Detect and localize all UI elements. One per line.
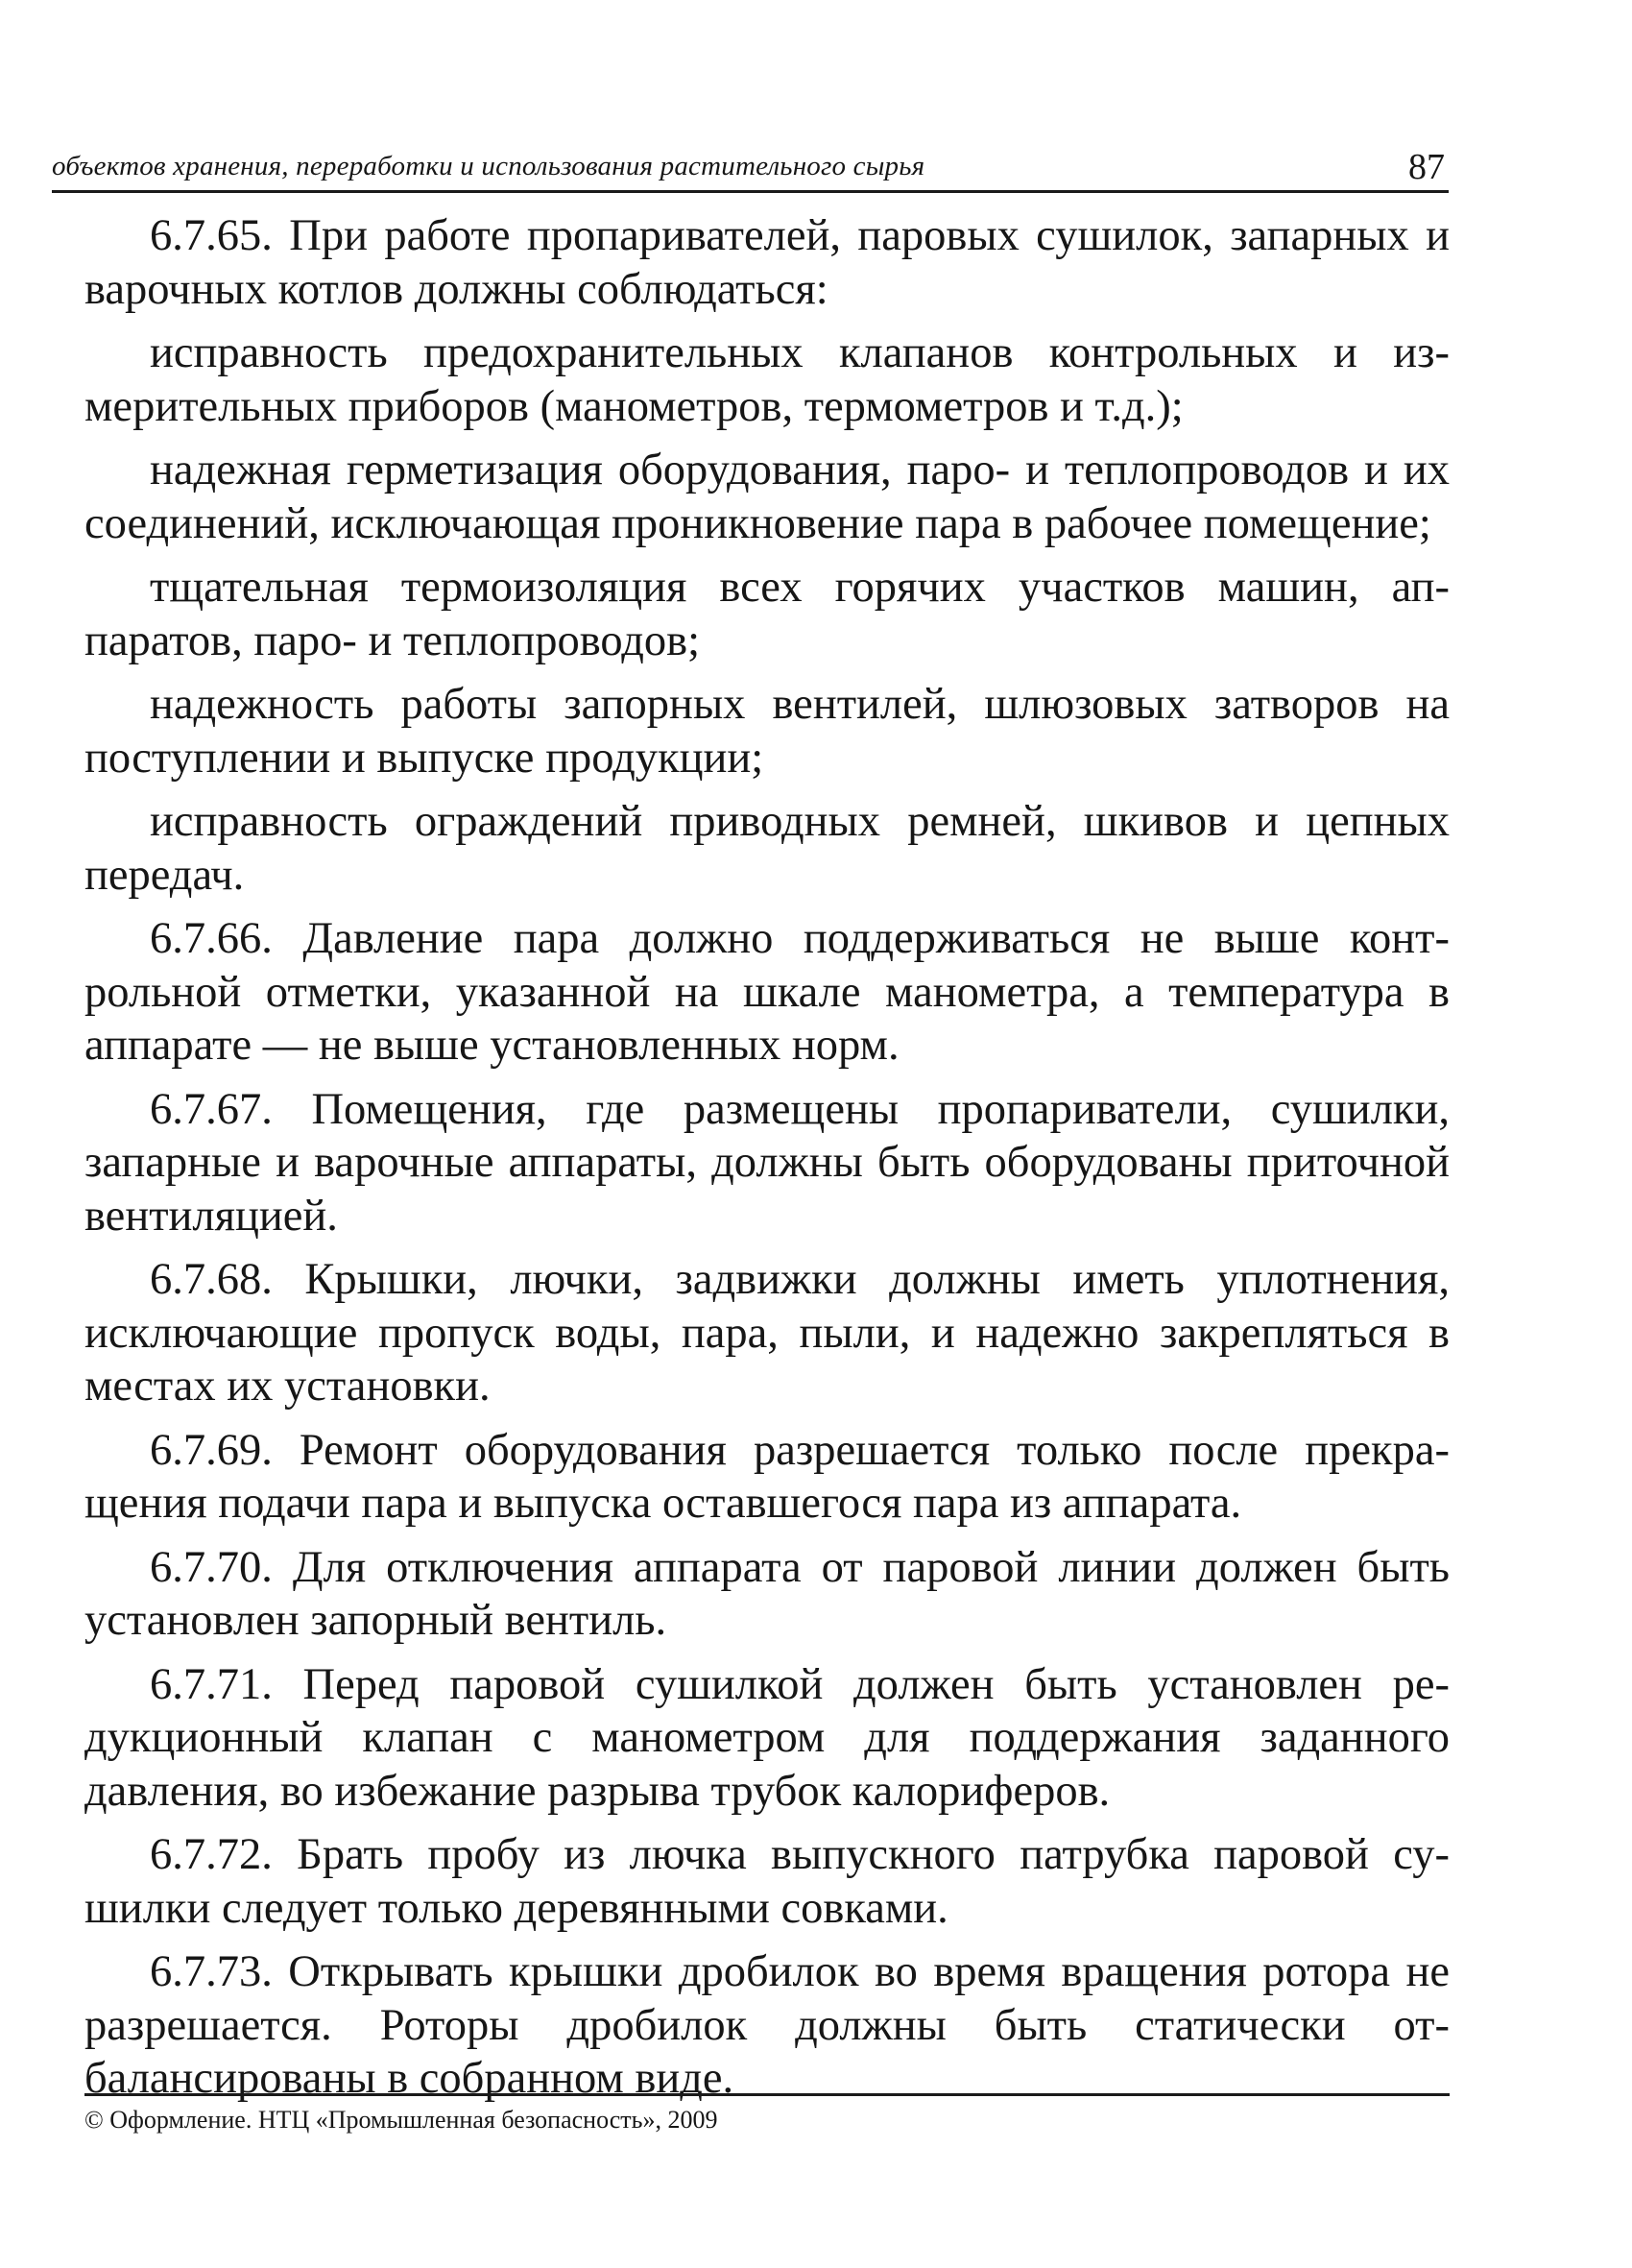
copyright-notice: © Оформление. НТЦ «Промышленная безопасность», 2009: [84, 2106, 718, 2134]
paragraph-6-7-70: 6.7.70. Для отключения аппарата от паровой линии должен быть установлен запорный вентиль.: [84, 1542, 1450, 1645]
paragraph-6-7-68: 6.7.68. Крышки, лючки, задвижки должны иметь уплотнения, исключающие пропуск воды, пара, пыли, и надежно закрепляться в местах их установки.: [84, 1255, 1450, 1411]
paragraph-6-7-72: 6.7.72. Брать пробу из лючка выпускного патрубка паровой сушилки следует только деревянными совками.: [84, 1830, 1450, 1933]
list-item-hermetic-sealing: надежная герметизация оборудования, паро- и теплопроводов и их соединений, исключающая проникновение пара в рабочее помещение;: [84, 446, 1450, 548]
paragraph-6-7-65: 6.7.65. При работе пропаривателей, паровых сушилок, запарных и варочных котлов должны соблюдаться:: [84, 211, 1450, 314]
paragraph-6-7-69: 6.7.69. Ремонт оборудования разрешается только после прекращения подачи пара и выпуска оставшегося пара из аппарата.: [84, 1425, 1450, 1528]
page-number: 87: [1408, 147, 1445, 187]
paragraph-6-7-66: 6.7.66. Давление пара должно поддерживаться не выше контрольной отметки, указанной на шкале манометра, а температура в аппарате — не выше установленных норм.: [84, 914, 1450, 1070]
list-item-thermal-insulation: тщательная термоизоляция всех горячих участков машин, аппаратов, паро- и теплопроводов;: [84, 563, 1450, 665]
page-footer: [84, 2093, 1450, 2135]
paragraph-6-7-73: 6.7.73. Открывать крышки дробилок во время вращения ротора не разрешается. Роторы дробилок должны быть статически отбалансированы в собранном виде.: [84, 1947, 1450, 2103]
body-text: [84, 209, 1450, 2106]
list-item-safety-valves: исправность предохранительных клапанов контрольных и измерительных приборов (манометров, термометров и т.д.);: [84, 328, 1450, 431]
running-title: объектов хранения, переработки и использования растительного сырья: [52, 151, 925, 181]
list-item-belt-guards: исправность ограждений приводных ремней, шкивов и цепных передач.: [84, 797, 1450, 900]
paragraph-6-7-67: 6.7.67. Помещения, где размещены пропариватели, сушилки, запарные и варочные аппараты, должны быть оборудованы приточной вентиляцией.: [84, 1084, 1450, 1241]
running-header: [52, 136, 1449, 193]
paragraph-6-7-71: 6.7.71. Перед паровой сушилкой должен быть установлен редукционный клапан с манометром для поддержания заданного давления, во избежание разрыва трубок калориферов.: [84, 1659, 1450, 1816]
list-item-shutoff-valves: надежность работы запорных вентилей, шлюзовых затворов на поступлении и выпуске продукции;: [84, 680, 1450, 783]
